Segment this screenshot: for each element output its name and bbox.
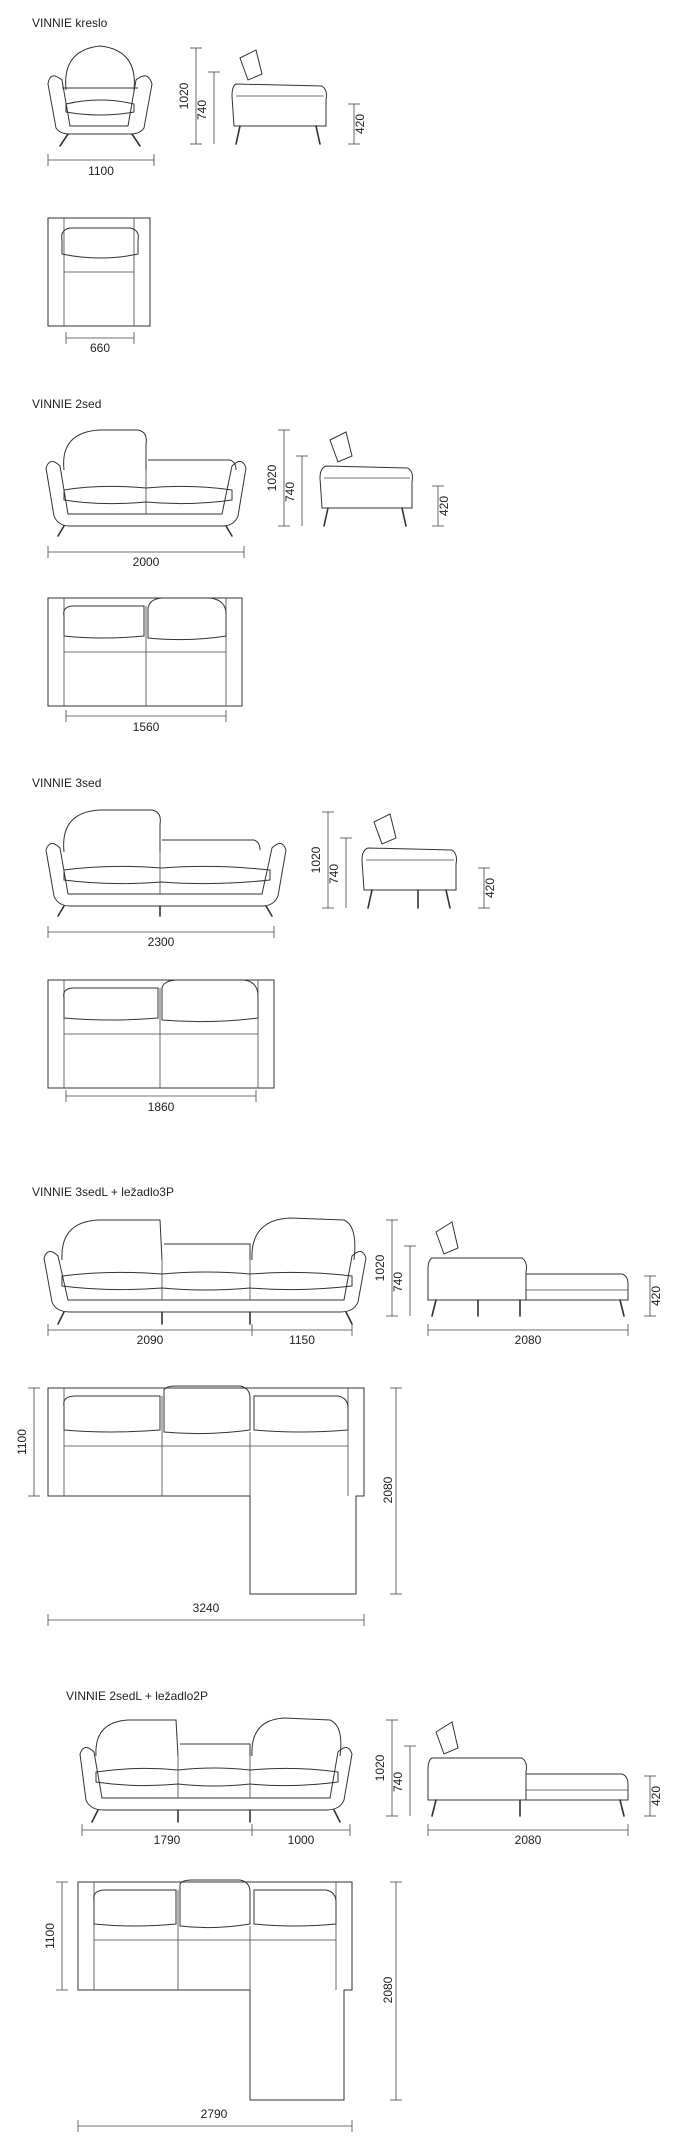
dim-height-total: 1020 xyxy=(309,846,323,874)
dim-front-width-chaise: 1000 xyxy=(287,1833,315,1847)
dim-height-back: 740 xyxy=(391,1771,405,1793)
dim-top-total-width: 2790 xyxy=(200,2107,228,2121)
dimension-side-depth xyxy=(428,1324,628,1347)
dim-front-width: 1100 xyxy=(88,164,114,178)
corner3-top-view xyxy=(48,1386,364,1594)
corner3-front-view xyxy=(44,1218,366,1324)
dim-top-depth-right: 2080 xyxy=(381,1476,395,1504)
section-2sedl-lezadlo2p xyxy=(43,1689,663,2132)
dim-top-seat-width: 1560 xyxy=(132,720,160,734)
section-2sed xyxy=(32,397,451,734)
sofa2-top-view xyxy=(48,598,242,706)
dim-top-total-width: 3240 xyxy=(192,1601,220,1615)
dim-front-width-main: 2090 xyxy=(136,1333,164,1347)
dim-side-depth: 2080 xyxy=(514,1333,542,1347)
dimension-side-depth xyxy=(428,1824,628,1847)
section-kreslo xyxy=(32,16,367,355)
dimension-heights xyxy=(373,1720,663,1816)
dim-front-width-chaise: 1150 xyxy=(289,1333,315,1347)
dim-front-width-main: 1790 xyxy=(153,1833,181,1847)
dimension-top-width xyxy=(66,332,134,355)
section-title: VINNIE 2sed xyxy=(32,397,102,411)
dimension-front-widths xyxy=(82,1824,350,1847)
armchair-front-view xyxy=(48,46,152,146)
armchair-top-view xyxy=(48,218,150,326)
dimension-top-width xyxy=(66,710,226,734)
section-title: VINNIE 3sedL + ležadlo3P xyxy=(32,1185,174,1199)
sofa2-side-view xyxy=(320,432,413,526)
dim-height-seat: 420 xyxy=(649,1285,663,1307)
corner2-side-view xyxy=(428,1722,628,1816)
sofa3-top-view xyxy=(48,980,274,1088)
dimension-front-width xyxy=(48,154,154,178)
dim-height-seat: 420 xyxy=(353,113,367,135)
dim-side-depth: 2080 xyxy=(514,1833,542,1847)
dim-height-seat: 420 xyxy=(649,1785,663,1807)
corner3-side-view xyxy=(428,1222,628,1316)
dim-height-back: 740 xyxy=(283,481,297,503)
section-3sed xyxy=(32,776,497,1114)
dimension-front-widths xyxy=(48,1324,352,1347)
dimension-top-width xyxy=(66,1090,256,1114)
dim-height-total: 1020 xyxy=(373,1254,387,1282)
dim-height-back: 740 xyxy=(195,99,209,121)
dim-top-depth-left: 1100 xyxy=(43,1923,57,1949)
dim-top-seat-width: 660 xyxy=(89,341,111,355)
dimension-top-depths xyxy=(43,1882,402,2132)
dim-height-total: 1020 xyxy=(265,464,279,492)
sofa3-side-view xyxy=(362,814,457,908)
dim-height-total: 1020 xyxy=(373,1754,387,1782)
dim-height-back: 740 xyxy=(391,1271,405,1293)
dimension-top-depths xyxy=(15,1388,402,1626)
dim-top-depth-left: 1100 xyxy=(15,1429,29,1455)
section-title: VINNIE 3sed xyxy=(32,776,102,790)
dim-front-width: 2000 xyxy=(132,555,160,569)
corner2-front-view xyxy=(80,1718,352,1822)
section-3sedl-lezadlo3p xyxy=(15,1185,663,1626)
dim-height-seat: 420 xyxy=(483,877,497,899)
section-title: VINNIE 2sedL + ležadlo2P xyxy=(66,1689,208,1703)
armchair-side-view xyxy=(232,50,327,144)
dim-top-depth-right: 2080 xyxy=(381,1976,395,2004)
dim-height-seat: 420 xyxy=(437,495,451,517)
dimension-heights xyxy=(373,1220,663,1316)
dimension-front-width xyxy=(48,926,274,949)
sofa3-front-view xyxy=(46,810,286,916)
dimension-front-width xyxy=(48,546,244,569)
corner2-top-view xyxy=(78,1880,352,2100)
sofa2-front-view xyxy=(46,430,246,536)
dim-top-seat-width: 1860 xyxy=(147,1100,175,1114)
dim-height-back: 740 xyxy=(327,863,341,885)
dim-front-width: 2300 xyxy=(147,935,175,949)
section-title: VINNIE kreslo xyxy=(32,16,108,30)
dim-height-total: 1020 xyxy=(177,82,191,110)
